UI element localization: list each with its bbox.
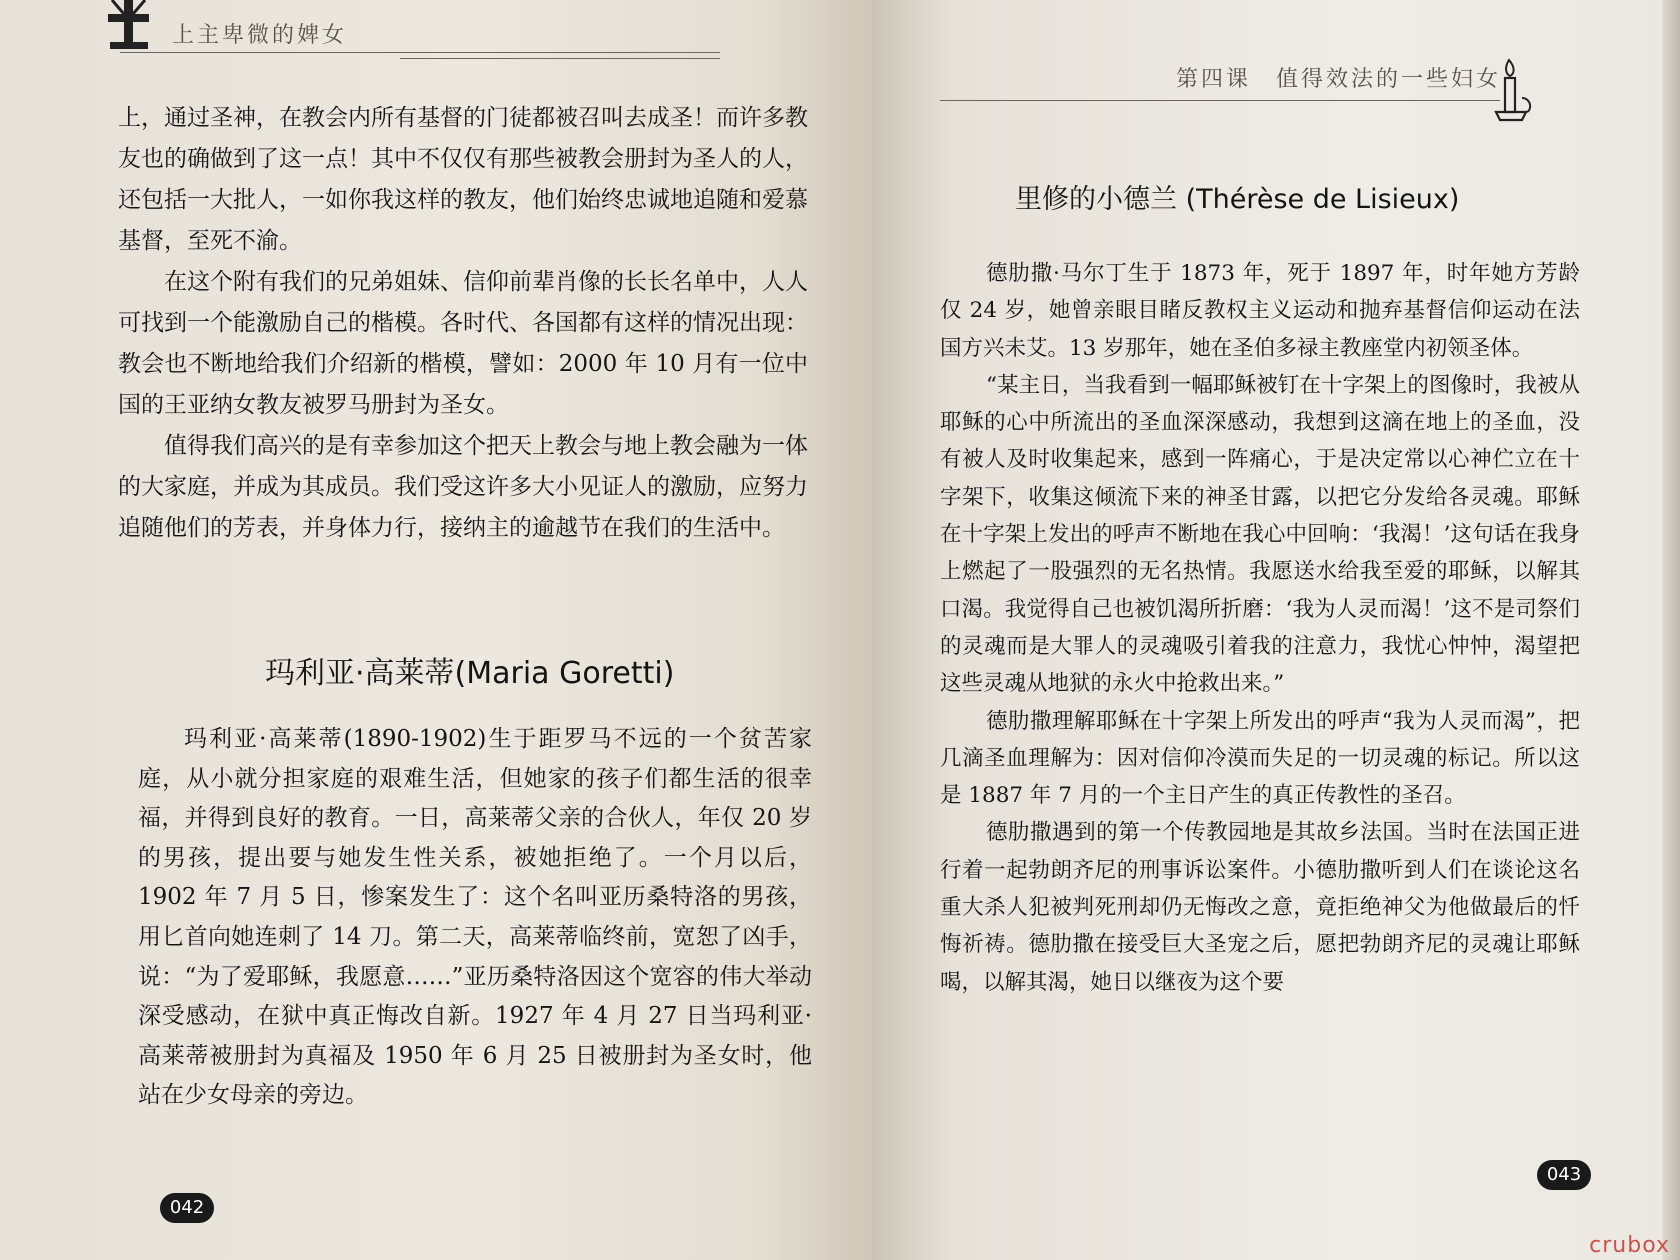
page-number-right: 043	[1537, 1160, 1591, 1190]
running-head-left: 上主卑微的婢女	[172, 23, 348, 48]
page-number-left: 042	[160, 1193, 214, 1223]
left-text-bottom	[138, 720, 812, 1116]
paragraph: 值得我们高兴的是有幸参加这个把天上教会与地上教会融为一体的大家庭，并成为其成员。我们受这许多大小见证人的激励，应努力追随他们的芳表，并身体力行，接纳主的逾越节在我们的生活中。	[118, 433, 808, 541]
header-rule-left-2	[400, 58, 720, 59]
left-text-top	[118, 98, 808, 549]
page-edge	[1662, 0, 1680, 1260]
candle-icon	[1492, 58, 1534, 124]
paragraph: 上，通过圣神，在教会内所有基督的门徒都被召叫去成圣！而许多教友也的确做到了这一点！其中不仅仅有那些被教会册封为圣人的人，还包括一大批人，一如你我这样的教友，他们始终忠诚地追随和爱慕基督，至死不渝。	[118, 105, 808, 254]
paragraph: 在这个附有我们的兄弟姐妹、信仰前辈肖像的长长名单中，人人可找到一个能激励自己的楷模。各时代、各国都有这样的情况出现：教会也不断地给我们介绍新的楷模，譬如：2000 年 10 月有一位中国的王亚纳女教友被罗马册封为圣女。	[118, 269, 808, 418]
watermark: crubox	[1589, 1233, 1670, 1258]
header-rule-right	[940, 100, 1500, 101]
right-text	[940, 255, 1580, 1001]
paragraph: “某主日，当我看到一幅耶稣被钉在十字架上的图像时，我被从耶稣的心中所流出的圣血深深感动，我想到这滴在地上的圣血，没有被人及时收集起来，感到一阵痛心，于是决定常以心神伫立在十字架下，收集这倾流下来的神圣甘露，以把它分发给各灵魂。耶稣在十字架上发出的呼声不断地在我心中回响：‘我渴！’这句话在我身上燃起了一股强烈的无名热情。我愿送水给我至爱的耶稣，以解其口渴。我觉得自己也被饥渴所折磨：‘我为人灵而渴！’这不是司祭们的灵魂而是大罪人的灵魂吸引着我的注意力，我忧心忡忡，渴望把这些灵魂从地狱的永火中抢救出来。”	[940, 372, 1580, 697]
section-title-therese: 里修的小德兰 (Thérèse de Lisieux)	[1015, 184, 1460, 215]
section-title-maria-goretti: 玛利亚·高莱蒂(Maria Goretti)	[265, 656, 675, 691]
header-rule-left	[120, 52, 720, 53]
paragraph: 玛利亚·高莱蒂(1890-1902)生于距罗马不远的一个贫苦家庭，从小就分担家庭的艰难生活，但她家的孩子们都生活的很幸福，并得到良好的教育。一日，高莱蒂父亲的合伙人，年仅 20 岁的男孩，提出要与她发生性关系，被她拒绝了。一个月以后，1902 年 7 月 5 日，惨案发生了：这个名叫亚历桑特洛的男孩，用匕首向她连刺了 14 刀。第二天，高莱蒂临终前，宽恕了凶手，说：“为了爱耶稣，我愿意……”亚历桑特洛因这个宽容的伟大举动深受感动，在狱中真正悔改自新。1927 年 4 月 27 日当玛利亚·高莱蒂被册封为真福及 1950 年 6 月 25 日被册封为圣女时，他站在少女母亲的旁边。	[138, 726, 812, 1109]
paragraph: 德肋撒·马尔丁生于 1873 年，死于 1897 年，时年她方芳龄仅 24 岁，她曾亲眼目睹反教权主义运动和抛弃基督信仰运动在法国方兴未艾。13 岁那年，她在圣伯多禄主教座堂内初领圣体。	[940, 261, 1580, 361]
cross-icon	[100, 0, 158, 50]
running-head-right: 第四课 值得效法的一些妇女	[1176, 67, 1502, 92]
paragraph: 德肋撒遇到的第一个传教园地是其故乡法国。当时在法国正进行着一起勃朗齐尼的刑事诉讼案件。小德肋撒听到人们在谈论这名重大杀人犯被判死刑却仍无悔改之意，竟拒绝神父为他做最后的忏悔祈祷。德肋撒在接受巨大圣宠之后，愿把勃朗齐尼的灵魂让耶稣喝，以解其渴，她日以继夜为这个要	[940, 820, 1580, 995]
paragraph: 德肋撒理解耶稣在十字架上所发出的呼声“我为人灵而渴”，把几滴圣血理解为：因对信仰冷漠而失足的一切灵魂的标记。所以这是 1887 年 7 月的一个主日产生的真正传教性的圣召。	[940, 708, 1580, 809]
